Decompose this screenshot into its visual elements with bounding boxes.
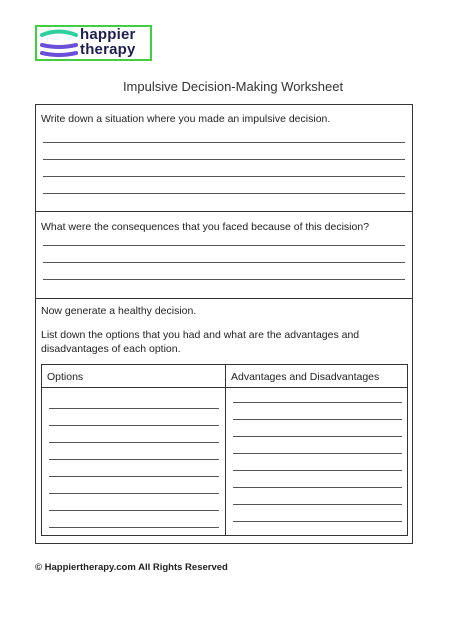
- answer-line[interactable]: [43, 159, 405, 160]
- consequences-prompt: What were the consequences that you faced because of this decision?: [41, 221, 370, 233]
- options-answer-line[interactable]: [49, 476, 219, 477]
- options-answer-line[interactable]: [49, 408, 219, 409]
- logo-line-1: happier: [80, 26, 136, 43]
- happier-therapy-logo: [35, 25, 152, 61]
- wave-logo-icon: [39, 29, 79, 59]
- consequences-section: [36, 212, 412, 299]
- situation-section: [36, 105, 412, 212]
- advantages-column-header: Advantages and Disadvantages: [231, 371, 380, 383]
- options-answer-line[interactable]: [49, 493, 219, 494]
- options-answer-line[interactable]: [49, 425, 219, 426]
- advantages-answer-line[interactable]: [233, 402, 402, 403]
- options-answer-line[interactable]: [49, 459, 219, 460]
- answer-line[interactable]: [43, 142, 405, 143]
- advantages-answer-line[interactable]: [233, 487, 402, 488]
- instruction-line-2: disadvantages of each option.: [41, 343, 181, 355]
- answer-line[interactable]: [43, 193, 405, 194]
- answer-line[interactable]: [43, 176, 405, 177]
- situation-prompt: Write down a situation where you made an impulsive decision.: [41, 113, 331, 125]
- advantages-answer-line[interactable]: [233, 521, 402, 522]
- options-column-header: Options: [47, 371, 84, 383]
- options-answer-line[interactable]: [49, 527, 219, 528]
- advantages-answer-line[interactable]: [233, 419, 402, 420]
- advantages-answer-line[interactable]: [233, 470, 402, 471]
- copyright-footer: © Happiertherapy.com All Rights Reserved: [35, 562, 228, 573]
- logo-line-2: therapy: [80, 41, 136, 58]
- page-title: Impulsive Decision-Making Worksheet: [122, 79, 344, 94]
- logo-wordmark: [80, 27, 136, 57]
- options-table: [41, 364, 408, 536]
- advantages-answer-line[interactable]: [233, 504, 402, 505]
- instruction-line-1: List down the options that you had and what are the advantages and: [41, 329, 360, 341]
- advantages-answer-line[interactable]: [233, 453, 402, 454]
- options-answer-line[interactable]: [49, 442, 219, 443]
- healthy-decision-prompt: Now generate a healthy decision.: [41, 305, 197, 317]
- options-answer-line[interactable]: [49, 510, 219, 511]
- answer-line[interactable]: [43, 279, 405, 280]
- healthy-decision-section: [36, 299, 412, 543]
- answer-line[interactable]: [43, 245, 405, 246]
- column-divider: [225, 365, 226, 535]
- worksheet: [35, 104, 413, 544]
- advantages-answer-line[interactable]: [233, 436, 402, 437]
- answer-line[interactable]: [43, 262, 405, 263]
